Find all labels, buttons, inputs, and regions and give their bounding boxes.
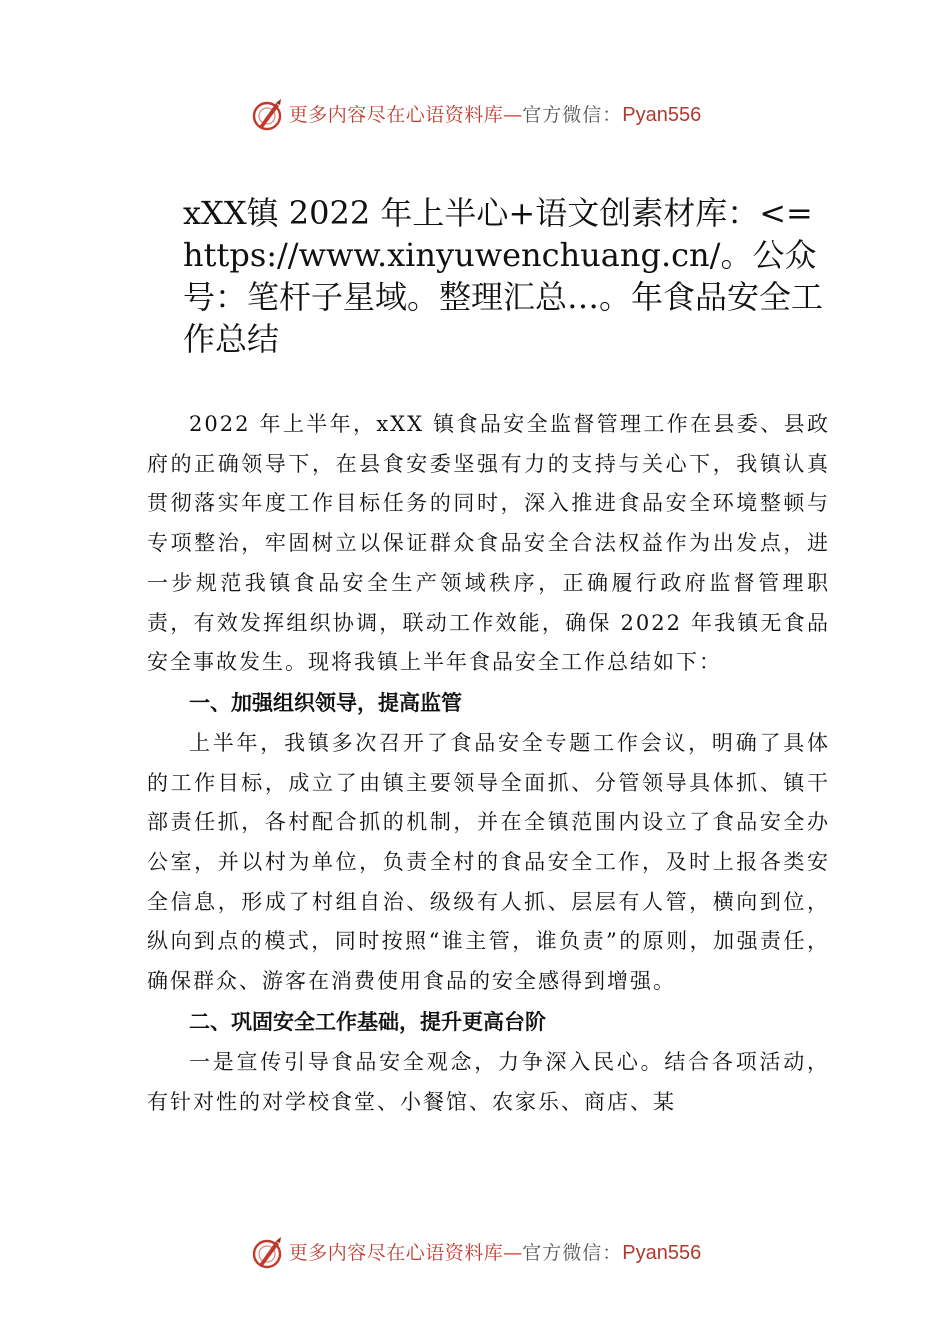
document-title: xXX镇 2022 年上半心+语文创素材库：<=https://www.xinyuwenchuang.cn/。公众号：笔杆子星域。整理汇总…。年食品安全工作总结 [183,194,824,358]
watermark-separator: — [503,103,523,126]
document-body [147,405,830,1122]
body-paragraph: 2022 年上半年，xXX 镇食品安全监督管理工作在县委、县政府的正确领导下，在县食安委坚强有力的支持与关心下，我镇认真贯彻落实年度工作目标任务的同时，深入推进食品安全环境整顿与专项整治，牢固树立以保证群众食品安全合法权益作为出发点，进一步规范我镇食品安全生产领域秩序，正确履行政府监督管理职责，有效发挥组织协调，联动工作效能，确保 2022 年我镇无食品安全事故发生。现将我镇上半年食品安全工作总结如下： [147,412,830,675]
watermark-text: 更多内容尽在心语资料库 [288,1241,504,1264]
watermark-label: 官方微信： [522,103,623,126]
watermark-text: 更多内容尽在心语资料库 [288,103,504,126]
quill-seal-icon [249,97,285,133]
watermark-header [0,95,950,135]
section-heading: 二、巩固安全工作基础，提升更高台阶 [189,1009,546,1034]
watermark-wechat-id: Pyan556 [622,104,702,126]
watermark-wechat-id: Pyan556 [622,1242,702,1264]
body-paragraph: 上半年，我镇多次召开了食品安全专题工作会议，明确了具体的工作目标，成立了由镇主要领导全面抓、分管领导具体抓、镇干部责任抓，各村配合抓的机制，并在全镇范围内设立了食品安全办公室，并以村为单位，负责全村的食品安全工作，及时上报各类安全信息，形成了村组自治、级级有人抓、层层有人管，横向到位，纵向到点的模式，同时按照“谁主管，谁负责”的原则，加强责任，确保群众、游客在消费使用食品的安全感得到增强。 [147,730,830,994]
body-paragraph: 一是宣传引导食品安全观念，力争深入民心。结合各项活动，有针对性的对学校食堂、小餐馆、农家乐、商店、某 [147,1049,830,1114]
watermark-label: 官方微信： [522,1241,623,1264]
section-heading: 一、加强组织领导，提高监管 [189,690,462,715]
quill-seal-icon [249,1235,285,1271]
watermark-footer [0,1233,950,1273]
watermark-separator: — [503,1241,523,1264]
